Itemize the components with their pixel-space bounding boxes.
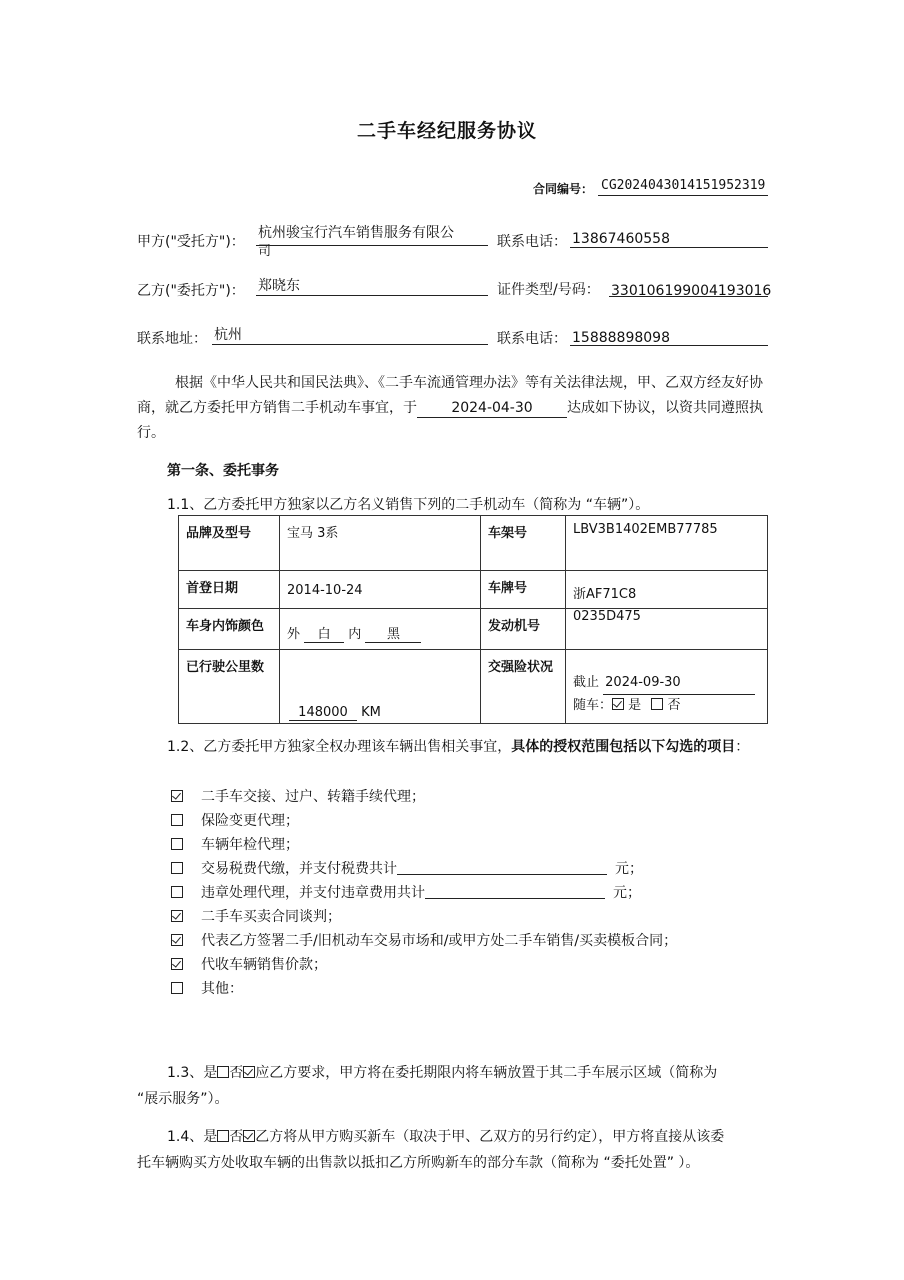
brand-value-cell: 宝马 3系 <box>280 516 481 571</box>
clause-1-4-line2: 托车辆购买方处收取车辆的出售款以抵扣乙方所购新车的部分车款（简称为 “委托处置” ）。 <box>137 1155 700 1171</box>
interior-color: 黑 <box>365 623 421 643</box>
color-label-cell: 车身内饰颜色 <box>179 609 280 650</box>
option-text: 代收车辆销售价款； <box>201 957 327 973</box>
party-b-name-underline <box>256 295 488 296</box>
party-a-name-underline <box>256 245 488 246</box>
with-car-yes-checkbox[interactable] <box>612 698 624 710</box>
clause-1-4-line1 <box>167 1126 724 1146</box>
option-checkbox[interactable] <box>171 862 183 874</box>
insurance-label-cell: 交强险状况 <box>481 650 566 724</box>
with-car-label: 随车： <box>573 698 613 713</box>
clause-1-3-no-label: 否 <box>229 1065 244 1081</box>
party-b-phone-label: 联系电话： <box>497 331 567 347</box>
insurance-until-label: 截止 <box>573 675 600 690</box>
party-b-id-underline <box>609 296 768 297</box>
insurance-until-date: 2024-09-30 <box>603 672 755 695</box>
option-text: 二手车买卖合同谈判； <box>201 909 341 925</box>
option-item <box>171 906 341 926</box>
party-b-phone: 15888898098 <box>572 330 670 346</box>
mileage-unit: KM <box>361 705 381 720</box>
plate-value-cell: 浙AF71C8 <box>566 571 768 609</box>
clause-1-4-no-checkbox[interactable] <box>243 1130 255 1142</box>
option-checkbox[interactable] <box>171 934 183 946</box>
intro-paragraph <box>137 371 771 446</box>
option-checkbox[interactable] <box>171 790 183 802</box>
mileage-label-cell: 已行驶公里数 <box>179 650 280 724</box>
option-suffix: 元； <box>613 885 641 901</box>
clause-1-4-text: 乙方将从甲方购买新车（取决于甲、乙双方的另行约定），甲方将直接从该委 <box>255 1129 725 1145</box>
engine-value-cell: 0235D475 <box>566 609 768 650</box>
plate-label-cell: 车牌号 <box>481 571 566 609</box>
option-text: 车辆年检代理； <box>201 837 299 853</box>
agreement-date: 2024-04-30 <box>417 399 567 418</box>
clause-1-2-text: 1.2、乙方委托甲方独家全权办理该车辆出售相关事宜， <box>167 739 512 755</box>
party-b-phone-underline <box>570 345 768 346</box>
option-text: 违章处理代理，并支付违章费用共计 <box>201 885 425 901</box>
contract-no-underline <box>598 195 768 196</box>
option-checkbox[interactable] <box>171 814 183 826</box>
party-b-address-underline <box>212 344 488 345</box>
option-item <box>171 930 677 950</box>
intro-text-part1: 根据《中华人民共和国民法典》、《二手车流通管理办法》等有关法律法规，甲、乙双方经友好协商，就乙方委托甲方销售二手机动车事宜，于 <box>137 375 763 416</box>
party-a-phone-label: 联系电话： <box>497 234 567 250</box>
clause-1-3-line1 <box>167 1062 717 1082</box>
contract-no: CG2024043014151952319 <box>601 178 766 193</box>
clause-1-3-text: 应乙方要求，甲方将在委托期限内将车辆放置于其二手车展示区域（简称为 <box>255 1065 718 1081</box>
clause-1-2-bold-text-end: 目 <box>721 739 736 755</box>
with-car-yes-label: 是 <box>628 698 642 713</box>
option-item <box>171 882 641 902</box>
option-item <box>171 954 327 974</box>
mileage-value-cell <box>280 650 481 724</box>
clause-1-2-colon: ： <box>735 739 750 755</box>
clause-1-1: 1.1、乙方委托甲方独家以乙方名义销售下列的二手机动车（简称为 “车辆”）。 <box>167 497 650 513</box>
with-car-no-checkbox[interactable] <box>651 698 663 710</box>
exterior-color: 白 <box>304 623 344 643</box>
party-a-label: 甲方("受托方")： <box>137 234 245 250</box>
party-b-label: 乙方("委托方")： <box>137 283 245 299</box>
option-text: 代表乙方签署二手/旧机动车交易市场和/或甲方处二手车销售/买卖模板合同； <box>201 933 678 949</box>
clause-1-4-no-label: 否 <box>229 1129 244 1145</box>
with-car-no-label: 否 <box>667 698 681 713</box>
engine-label-cell: 发动机号 <box>481 609 566 650</box>
option-text: 交易税费代缴，并支付税费共计 <box>201 861 397 877</box>
option-item <box>171 978 243 998</box>
party-a-name-line2: 司 <box>258 244 272 259</box>
intro-text-part2: 达成如下协议，以资共同遵照执行。 <box>137 400 763 441</box>
option-text: 二手车交接、过户、转籍手续代理； <box>201 789 425 805</box>
color-value-cell <box>280 609 481 650</box>
option-item <box>171 858 643 878</box>
clause-1-4-prefix: 1.4、是 <box>167 1129 218 1145</box>
brand-label-cell: 品牌及型号 <box>179 516 280 571</box>
clause-1-3-prefix: 1.3、是 <box>167 1065 218 1081</box>
party-b-address: 杭州 <box>214 327 242 343</box>
party-b-id-no: 330106199004193016 <box>611 283 772 299</box>
vehicle-info-table <box>178 515 768 724</box>
vin-value-cell: LBV3B1402EMB77785 <box>566 516 768 571</box>
with-car-row <box>573 695 760 717</box>
party-a-phone: 13867460558 <box>572 231 670 247</box>
option-item <box>171 834 299 854</box>
option-item <box>171 786 425 806</box>
clause-1-3-yes-checkbox[interactable] <box>217 1066 229 1078</box>
document-title: 二手车经纪服务协议 <box>357 120 538 142</box>
option-suffix: 元； <box>615 861 643 877</box>
vin-label-cell: 车架号 <box>481 516 566 571</box>
party-b-name: 郑晓东 <box>258 278 300 294</box>
clause-1-3-no-checkbox[interactable] <box>243 1066 255 1078</box>
insurance-value-cell <box>566 650 768 724</box>
option-checkbox[interactable] <box>171 958 183 970</box>
option-checkbox[interactable] <box>171 838 183 850</box>
option-checkbox[interactable] <box>171 886 183 898</box>
party-a-phone-underline <box>570 247 768 248</box>
clause-1-2-bold-text: 具体的授权范围包括以下勾选的项 <box>511 739 722 755</box>
clause-1-3-line2: “展示服务”）。 <box>137 1091 229 1107</box>
reg-date-value-cell: 2014-10-24 <box>280 571 481 609</box>
contract-no-label: 合同编号： <box>533 182 594 196</box>
option-checkbox[interactable] <box>171 982 183 994</box>
clause-1-4-yes-checkbox[interactable] <box>217 1130 229 1142</box>
tax-amount-blank[interactable] <box>397 860 607 875</box>
option-text: 其他： <box>201 981 243 997</box>
interior-prefix: 内 <box>348 627 362 642</box>
option-checkbox[interactable] <box>171 910 183 922</box>
insurance-until-row <box>573 672 760 695</box>
clause-1-2 <box>137 734 773 760</box>
violation-amount-blank[interactable] <box>425 884 605 899</box>
mileage-value: 148000 <box>289 705 357 721</box>
option-item <box>171 810 299 830</box>
article-1-heading: 第一条、委托事务 <box>167 463 279 479</box>
party-a-name-line1: 杭州骏宝行汽车销售服务有限公 <box>258 225 454 241</box>
reg-date-label-cell: 首登日期 <box>179 571 280 609</box>
party-b-id-label: 证件类型/号码： <box>497 282 600 298</box>
option-text: 保险变更代理； <box>201 813 299 829</box>
exterior-prefix: 外 <box>287 627 301 642</box>
party-b-address-label: 联系地址： <box>137 331 207 347</box>
